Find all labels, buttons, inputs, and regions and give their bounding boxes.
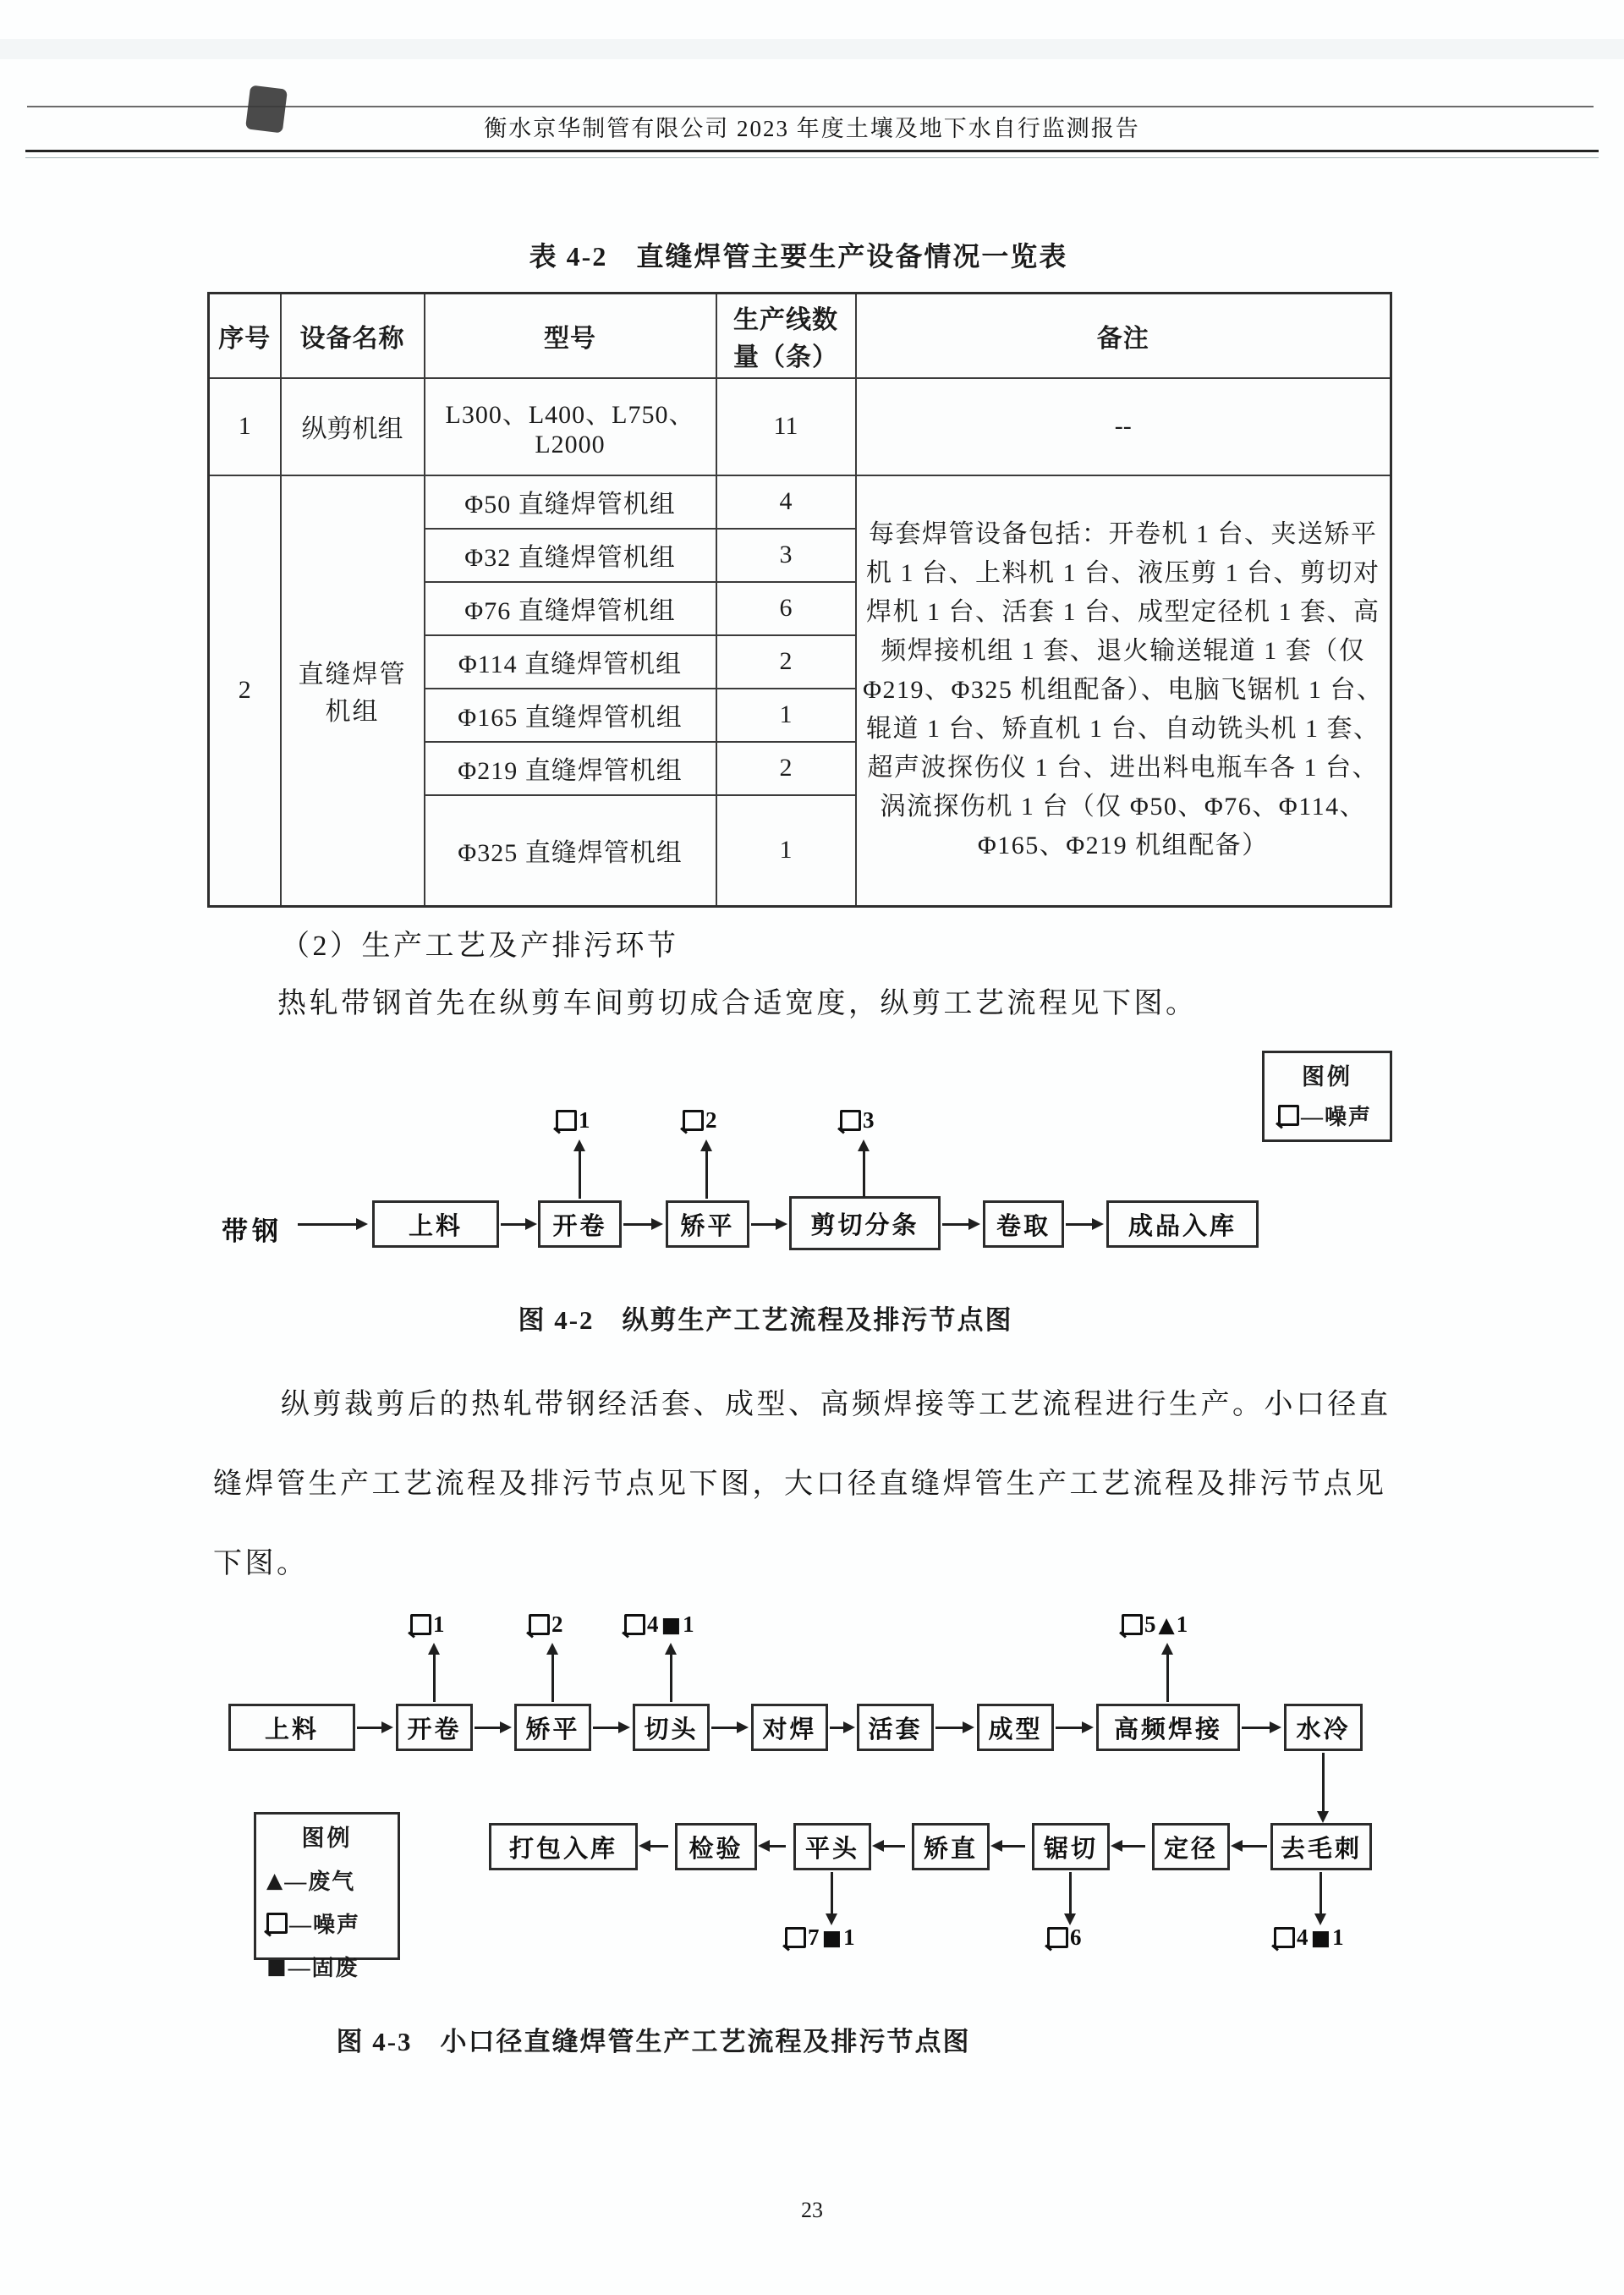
equipment-table: [207, 292, 1392, 908]
cell-name: 纵剪机组: [281, 378, 425, 475]
cell-remark: 每套焊管设备包括：开卷机 1 台、夹送矫平机 1 台、上料机 1 台、液压剪 1 台、剪切对焊机 1 台、活套 1 台、成型定径机 1 套、高频焊接机组 1 套、退火输送辊道 1 套（仅 Φ219、Φ325 机组配备）、电脑飞锯机 1 台、辊道 1 台、矫直机 1 台、自动铣头机 1 套、超声波探伤仪 1 台、进出料电瓶车各 1 台、涡流探伤机 1 台（仅 Φ50、Φ76、Φ114、Φ165、Φ219 机组配备）: [856, 475, 1391, 907]
noise-icon: [410, 1614, 431, 1635]
cell-model: Φ325 直缝焊管机组: [425, 795, 716, 907]
arrow-right: [711, 1727, 738, 1729]
arrow-down: [1320, 1872, 1322, 1914]
legend-solid-row: ■ —固废: [266, 1954, 359, 1980]
arrow-down: [831, 1872, 833, 1914]
noise-gas-node-label: 5 ▲ 1: [1122, 1609, 1190, 1639]
table-row: [209, 475, 1391, 529]
body-paragraph-line: 缝焊管生产工艺流程及排污节点见下图，大口径直缝焊管生产工艺流程及排污节点见: [213, 1469, 1387, 1500]
legend-noise-row: —噪声: [1265, 1100, 1390, 1131]
arrow-down: [1069, 1872, 1072, 1914]
table-title: 表 4-2 直缝焊管主要生产设备情况一览表: [529, 241, 1068, 272]
figure-caption: 图 4-3 小口径直缝焊管生产工艺流程及排污节点图: [336, 2027, 971, 2056]
body-paragraph-line: 下图。: [213, 1548, 309, 1579]
exhaust-gas-icon: ▲: [1158, 1611, 1175, 1637]
noise-icon: [1047, 1927, 1068, 1948]
legend-box: [1262, 1051, 1392, 1142]
noise-icon: [683, 1110, 704, 1131]
arrow-left: [1122, 1845, 1145, 1848]
flow-box: 成品入库: [1106, 1200, 1259, 1248]
arrow-up: [670, 1654, 672, 1702]
cell-remark: --: [856, 378, 1391, 475]
noise-node-label: 2: [529, 1609, 566, 1639]
flow-box: 矫平: [666, 1200, 749, 1248]
header-rule: [25, 150, 1599, 152]
noise-solid-node-label: 4 ■ 1: [1274, 1922, 1347, 1952]
flow-box: 上料: [372, 1200, 499, 1248]
noise-node-label: 6: [1047, 1922, 1084, 1952]
noise-icon: [840, 1110, 861, 1131]
arrow-up: [579, 1150, 581, 1199]
flow-box: 打包入库: [489, 1823, 638, 1870]
arrow-right: [942, 1223, 969, 1226]
flow-source-label: 带钢: [222, 1216, 283, 1246]
cell-count: 11: [716, 378, 856, 475]
cell-model: Φ50 直缝焊管机组: [425, 475, 716, 529]
cell-model: Φ114 直缝焊管机组: [425, 635, 716, 689]
cell-seq: 2: [209, 475, 281, 907]
cell-model: Φ165 直缝焊管机组: [425, 689, 716, 742]
flow-box: 水冷: [1284, 1704, 1363, 1751]
noise-icon: [785, 1927, 806, 1948]
solid-waste-icon: ■: [266, 1954, 288, 1979]
cell-seq: 1: [209, 378, 281, 475]
arrow-up: [1166, 1654, 1169, 1702]
arrow-right: [593, 1727, 619, 1729]
flow-box: 定径: [1152, 1823, 1230, 1870]
flow-box: 平头: [793, 1823, 871, 1870]
flow-box: 去毛刺: [1270, 1823, 1372, 1870]
arrow-right: [623, 1223, 652, 1226]
legend-title: 图例: [301, 1826, 353, 1851]
section-heading: （2）生产工艺及产排污环节: [281, 931, 679, 962]
noise-icon: [529, 1614, 550, 1635]
arrow-right: [501, 1223, 526, 1226]
arrow-left: [769, 1845, 786, 1848]
noise-node-label: 1: [410, 1609, 447, 1639]
noise-node-label: 3: [840, 1105, 877, 1135]
cell-count: 3: [716, 529, 856, 582]
noise-icon: [266, 1913, 288, 1934]
arrow-right: [830, 1727, 844, 1729]
col-header-remark: 备注: [856, 294, 1391, 378]
cell-name: 直缝焊管机组: [281, 475, 425, 907]
arrow-right: [357, 1727, 382, 1729]
arrow-right: [751, 1223, 776, 1226]
noise-icon: [1122, 1614, 1143, 1635]
flow-box: 锯切: [1032, 1823, 1110, 1870]
noise-solid-node-label: 7 ■ 1: [785, 1922, 858, 1952]
table-header-row: [209, 294, 1391, 378]
col-header-seq: 序号: [209, 294, 281, 378]
body-paragraph-line: 纵剪裁剪后的热轧带钢经活套、成型、高频焊接等工艺流程进行生产。小口径直: [281, 1389, 1391, 1420]
col-header-model: 型号: [425, 294, 716, 378]
body-paragraph: 热轧带钢首先在纵剪车间剪切成合适宽度，纵剪工艺流程见下图。: [277, 988, 1198, 1019]
header-top-rule: [27, 106, 1594, 107]
arrow-right: [475, 1727, 501, 1729]
cell-count: 2: [716, 635, 856, 689]
cell-model: L300、L400、L750、L2000: [425, 378, 716, 475]
page-number: 23: [801, 2198, 823, 2222]
exhaust-gas-icon: ▲: [266, 1868, 285, 1892]
cell-model: Φ32 直缝焊管机组: [425, 529, 716, 582]
flow-box: 矫平: [514, 1704, 591, 1751]
flow-box: 成型: [977, 1704, 1054, 1751]
flow-box: 活套: [857, 1704, 934, 1751]
cell-count: 1: [716, 689, 856, 742]
arrow-down: [1322, 1753, 1325, 1812]
legend-box: [254, 1812, 400, 1980]
col-header-count: 生产线数量（条）: [716, 294, 856, 378]
arrow-left: [883, 1845, 905, 1848]
arrow-up: [433, 1654, 436, 1702]
arrow-right: [1066, 1223, 1093, 1226]
flow-box: 开卷: [538, 1200, 622, 1248]
flow-box: 对焊: [751, 1704, 828, 1751]
cell-model: Φ76 直缝焊管机组: [425, 582, 716, 635]
flow-box: 上料: [228, 1704, 355, 1751]
noise-icon: [1278, 1105, 1299, 1126]
legend-title: 图例: [1302, 1064, 1352, 1090]
cell-count: 4: [716, 475, 856, 529]
flow-box: 检验: [675, 1823, 757, 1870]
figure-caption: 图 4-2 纵剪生产工艺流程及排污节点图: [518, 1305, 1013, 1335]
arrow-up: [705, 1150, 708, 1199]
arrow-up: [551, 1654, 554, 1702]
flow-box: 卷取: [983, 1200, 1064, 1248]
noise-icon: [1274, 1927, 1295, 1948]
cell-count: 1: [716, 795, 856, 907]
noise-solid-node-label: 4 ■ 1: [624, 1609, 697, 1639]
noise-node-label: 2: [683, 1105, 720, 1135]
arrow-right: [935, 1727, 963, 1729]
cell-count: 2: [716, 742, 856, 795]
legend-noise-row: —噪声: [256, 1908, 398, 1939]
table-row: [209, 378, 1391, 475]
flow-box: 开卷: [396, 1704, 473, 1751]
equipment-table-wrapper: [207, 292, 1392, 908]
noise-icon: [556, 1110, 577, 1131]
cell-model: Φ219 直缝焊管机组: [425, 742, 716, 795]
flow-box: 剪切分条: [789, 1196, 941, 1250]
flow-box: 切头: [633, 1704, 710, 1751]
cell-count: 6: [716, 582, 856, 635]
arrow-left: [650, 1845, 668, 1848]
scan-artifact-band: [0, 39, 1624, 59]
arrow-up: [863, 1150, 865, 1197]
arrow-right: [1056, 1727, 1083, 1729]
noise-node-label: 1: [556, 1105, 593, 1135]
solid-waste-icon: ■: [661, 1611, 682, 1637]
arrow-right: [1242, 1727, 1270, 1729]
arrow-right: [298, 1223, 357, 1226]
legend-gas-row: ▲ —废气: [266, 1868, 356, 1894]
col-header-name: 设备名称: [281, 294, 425, 378]
header-rule-light: [25, 157, 1599, 158]
arrow-left: [1242, 1845, 1267, 1848]
solid-waste-icon: ■: [1310, 1924, 1331, 1950]
flow-box: 矫直: [912, 1823, 990, 1870]
noise-icon: [624, 1614, 645, 1635]
solid-waste-icon: ■: [821, 1924, 842, 1950]
arrow-left: [1001, 1845, 1025, 1848]
running-header: 衡水京华制管有限公司 2023 年度土壤及地下水自行监测报告: [484, 116, 1140, 141]
flow-box: 高频焊接: [1096, 1704, 1240, 1751]
